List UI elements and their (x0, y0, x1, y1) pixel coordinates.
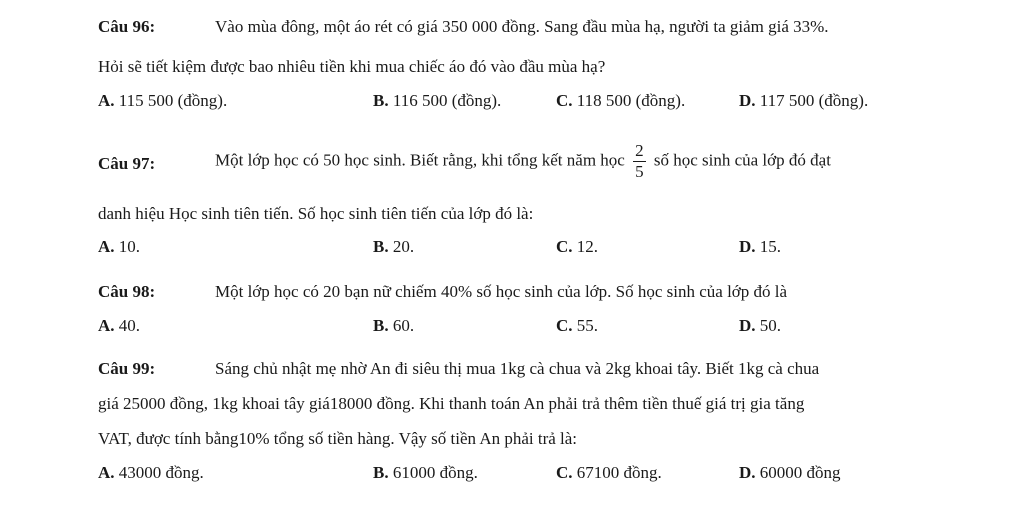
question-97-text-line-1 (215, 141, 831, 182)
question-98-label: Câu 98: (98, 282, 156, 301)
question-99-label: Câu 99: (98, 359, 156, 378)
question-99-text-line-2: giá 25000 đồng, 1kg khoai tây giá18000 đồng. Khi thanh toán An phải trả thêm tiền thuế giá trị gia tăng (98, 394, 805, 413)
option-text: 43000 đồng. (118, 463, 204, 482)
option-text: 116 500 (đồng). (392, 91, 502, 110)
fraction-numerator: 2 (635, 141, 644, 160)
option-text: 15. (759, 237, 782, 256)
question-96-option-d[interactable] (739, 90, 868, 112)
option-letter: D. (739, 463, 756, 482)
question-96-option-a[interactable] (98, 90, 227, 112)
option-letter: A. (98, 91, 115, 110)
option-text: 60000 đồng (759, 463, 841, 482)
question-96-option-c[interactable] (556, 90, 685, 112)
option-text: 67100 đồng. (576, 463, 662, 482)
option-letter: B. (373, 237, 389, 256)
option-letter: D. (739, 91, 756, 110)
option-text: 40. (118, 316, 141, 335)
question-99-option-d[interactable] (739, 462, 841, 484)
question-97-option-d[interactable] (739, 236, 781, 258)
question-98-option-a[interactable] (98, 315, 140, 337)
question-97-text-before-fraction: Một lớp học có 50 học sinh. Biết rằng, khi tổng kết năm học (215, 150, 625, 170)
option-letter: A. (98, 237, 115, 256)
option-letter: D. (739, 316, 756, 335)
option-text: 50. (759, 316, 782, 335)
question-99-text-line-3: VAT, được tính bằng10% tổng số tiền hàng. Vậy số tiền An phải trả là: (98, 429, 578, 448)
option-letter: C. (556, 91, 573, 110)
question-98-option-c[interactable] (556, 315, 598, 337)
option-text: 10. (118, 237, 141, 256)
question-98-option-d[interactable] (739, 315, 781, 337)
question-96-label: Câu 96: (98, 17, 156, 36)
option-text: 60. (392, 316, 415, 335)
option-letter: D. (739, 237, 756, 256)
option-letter: B. (373, 463, 389, 482)
question-99-text-line-1: Sáng chủ nhật mẹ nhờ An đi siêu thị mua 1kg cà chua và 2kg khoai tây. Biết 1kg cà chua (215, 359, 820, 378)
question-97-option-c[interactable] (556, 236, 598, 258)
question-97-label: Câu 97: (98, 154, 156, 173)
option-text: 118 500 (đồng). (576, 91, 686, 110)
option-text: 12. (576, 237, 599, 256)
fraction-denominator: 5 (635, 162, 644, 181)
question-97-text-after-fraction: số học sinh của lớp đó đạt (653, 150, 831, 170)
option-letter: A. (98, 316, 115, 335)
option-text: 20. (392, 237, 415, 256)
question-99-option-a[interactable] (98, 462, 204, 484)
question-98-text-line-1: Một lớp học có 20 bạn nữ chiếm 40% số học sinh của lớp. Số học sinh của lớp đó là (215, 282, 788, 301)
option-letter: B. (373, 91, 389, 110)
fraction (633, 141, 646, 182)
option-text: 55. (576, 316, 599, 335)
question-96-text-line-1: Vào mùa đông, một áo rét có giá 350 000 đồng. Sang đầu mùa hạ, người ta giảm giá 33%. (215, 17, 829, 36)
question-99-option-c[interactable] (556, 462, 662, 484)
question-98-option-b[interactable] (373, 315, 414, 337)
option-text: 61000 đồng. (392, 463, 478, 482)
option-letter: C. (556, 463, 573, 482)
question-97-option-a[interactable] (98, 236, 140, 258)
question-97-option-b[interactable] (373, 236, 414, 258)
question-97-text-line-2: danh hiệu Học sinh tiên tiến. Số học sinh tiên tiến của lớp đó là: (98, 204, 534, 223)
option-letter: A. (98, 463, 115, 482)
question-96-text-line-2: Hỏi sẽ tiết kiệm được bao nhiêu tiền khi mua chiếc áo đó vào đầu mùa hạ? (98, 57, 606, 76)
option-letter: C. (556, 316, 573, 335)
option-letter: B. (373, 316, 389, 335)
question-96-option-b[interactable] (373, 90, 501, 112)
option-text: 115 500 (đồng). (118, 91, 228, 110)
option-text: 117 500 (đồng). (759, 91, 869, 110)
question-99-option-b[interactable] (373, 462, 478, 484)
option-letter: C. (556, 237, 573, 256)
